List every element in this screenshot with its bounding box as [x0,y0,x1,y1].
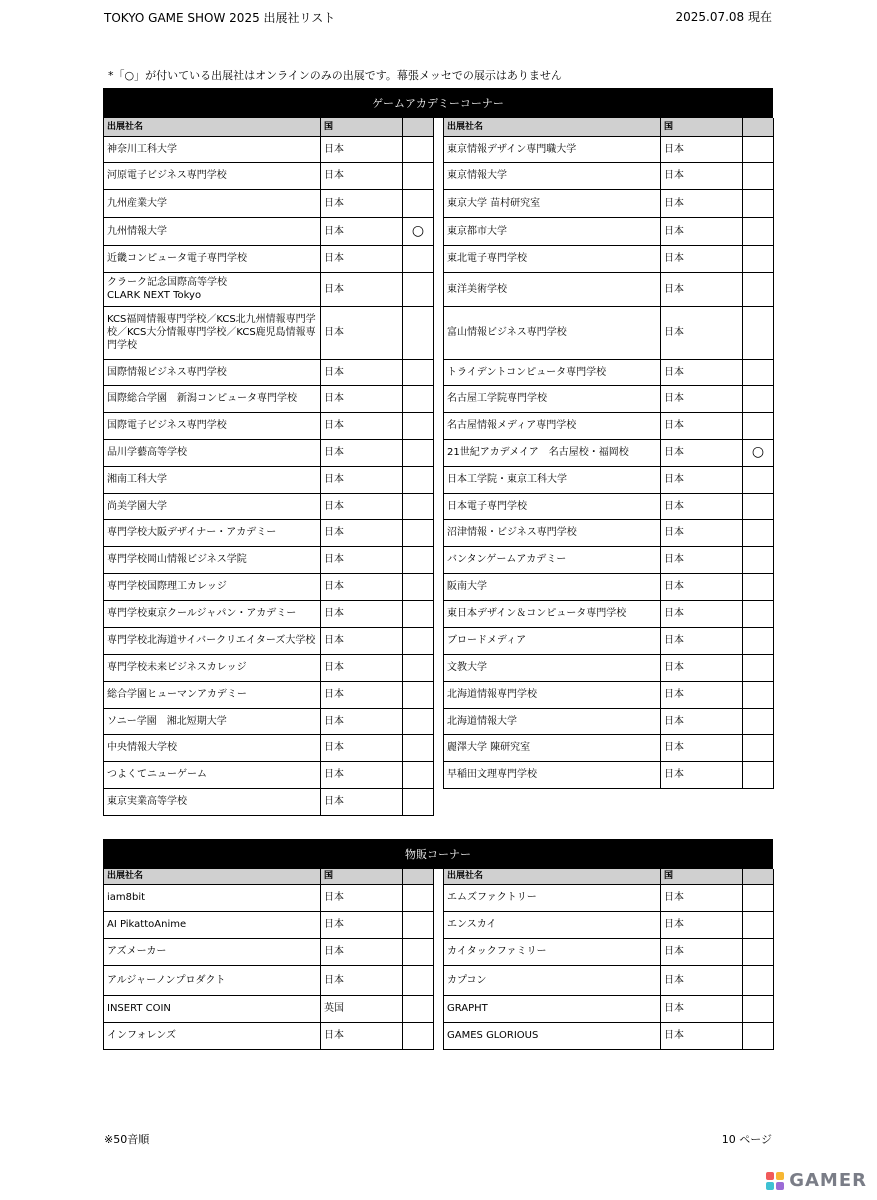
online-only-mark: ○ [403,217,434,245]
online-only-mark [403,385,434,412]
exhibitor-country: 日本 [661,272,743,306]
column-header-name: 出展社名 [104,118,321,136]
merch-table-left [103,869,434,1050]
online-only-mark [743,189,774,217]
online-only-mark [743,938,774,965]
table-row [444,466,774,493]
table-row [104,788,434,815]
exhibitor-name: 日本電子専門学校 [444,493,661,519]
online-only-mark [403,600,434,627]
exhibitor-name: 富山情報ビジネス専門学校 [444,306,661,359]
exhibitor-country: 日本 [661,654,743,681]
exhibitor-name: ブロードメディア [444,627,661,654]
exhibitor-country: 日本 [661,359,743,385]
table-row [104,439,434,466]
table-row [444,654,774,681]
exhibitor-country: 日本 [661,546,743,573]
exhibitor-name: 尚美学園大学 [104,493,321,519]
exhibitor-name: 専門学校国際理工カレッジ [104,573,321,600]
exhibitor-name: クラーク記念国際高等学校 CLARK NEXT Tokyo [104,272,321,306]
table-row [444,245,774,272]
online-only-mark [403,519,434,546]
exhibitor-name: エンスカイ [444,911,661,938]
exhibitor-name: GRAPHT [444,995,661,1022]
table-row [444,1022,774,1049]
online-only-mark [403,466,434,493]
table-row [104,884,434,911]
exhibitor-name: アルジャーノンプロダクト [104,965,321,995]
online-only-mark [743,217,774,245]
exhibitor-name: 21世紀アカデメイア 名古屋校・福岡校 [444,439,661,466]
table-row [104,519,434,546]
academy-section-title: ゲームアカデミーコーナー [103,88,773,118]
column-header-country: 国 [661,869,743,884]
table-row [104,995,434,1022]
online-only-mark [403,439,434,466]
table-row [444,627,774,654]
exhibitor-name: 東京大学 苗村研究室 [444,189,661,217]
table-row [444,965,774,995]
online-only-mark [403,573,434,600]
online-only-mark [403,546,434,573]
online-only-mark [743,546,774,573]
online-only-mark [403,272,434,306]
table-row [104,412,434,439]
exhibitor-name: つよくてニューゲーム [104,761,321,788]
online-only-mark [403,162,434,189]
table-row [104,272,434,306]
table-row [444,761,774,788]
exhibitor-name: 東京都市大学 [444,217,661,245]
exhibitor-country: 日本 [321,546,403,573]
online-only-mark [743,245,774,272]
online-note: *「○」が付いている出展社はオンラインのみの出展です。幕張メッセでの展示はありません [108,69,562,82]
table-row [104,965,434,995]
table-row [444,306,774,359]
column-header-country: 国 [321,869,403,884]
table-row [444,493,774,519]
exhibitor-country: 日本 [661,245,743,272]
exhibitor-name: 名古屋工学院専門学校 [444,385,661,412]
table-row [444,519,774,546]
exhibitor-country: 日本 [661,136,743,162]
online-only-mark: ○ [743,439,774,466]
exhibitor-country: 日本 [321,761,403,788]
table-row [104,245,434,272]
online-only-mark [743,627,774,654]
exhibitor-country: 日本 [661,627,743,654]
exhibitor-country: 日本 [661,600,743,627]
online-only-mark [743,493,774,519]
table-header-row [104,118,434,136]
document-title: TOKYO GAME SHOW 2025 出展社リスト [104,11,336,25]
table-row [104,1022,434,1049]
exhibitor-name: 北海道情報専門学校 [444,681,661,708]
online-only-mark [403,681,434,708]
table-row [104,493,434,519]
table-row [444,546,774,573]
table-row [444,272,774,306]
exhibitor-country: 日本 [321,965,403,995]
online-only-mark [403,708,434,734]
table-row [444,600,774,627]
exhibitor-country: 日本 [321,519,403,546]
exhibitor-name: 日本工学院・東京工科大学 [444,466,661,493]
exhibitor-name: 国際情報ビジネス専門学校 [104,359,321,385]
exhibitor-country: 日本 [661,493,743,519]
exhibitor-name: 神奈川工科大学 [104,136,321,162]
table-row [104,911,434,938]
online-only-mark [743,385,774,412]
table-row [444,136,774,162]
exhibitor-name: 東北電子専門学校 [444,245,661,272]
exhibitor-name: エムズファクトリー [444,884,661,911]
exhibitor-country: 日本 [661,965,743,995]
gamer-logo [765,1170,867,1191]
table-row [444,708,774,734]
exhibitor-country: 日本 [321,385,403,412]
online-only-mark [743,884,774,911]
exhibitor-country: 日本 [661,708,743,734]
column-header-name: 出展社名 [104,869,321,884]
exhibitor-name: 湘南工科大学 [104,466,321,493]
table-row [104,306,434,359]
exhibitor-name: 麗澤大学 陳研究室 [444,734,661,761]
online-only-mark [403,788,434,815]
online-only-mark [743,412,774,439]
table-row [104,189,434,217]
gamer-logo-icon [765,1171,785,1191]
table-row [444,911,774,938]
online-only-mark [743,306,774,359]
exhibitor-country: 日本 [661,734,743,761]
exhibitor-country: 日本 [321,938,403,965]
exhibitor-name: 専門学校北海道サイバークリエイターズ大学校 [104,627,321,654]
online-only-mark [403,359,434,385]
exhibitor-country: 日本 [661,189,743,217]
exhibitor-name: 中央情報大学校 [104,734,321,761]
exhibitor-country: 日本 [321,734,403,761]
table-header-row [444,118,774,136]
document-date: 2025.07.08 現在 [675,10,772,24]
exhibitor-name: 東洋美術学校 [444,272,661,306]
online-only-mark [743,359,774,385]
online-only-mark [743,995,774,1022]
gamer-logo-text: GAMER [789,1170,867,1191]
academy-table-right [443,118,774,789]
table-row [444,681,774,708]
online-only-mark [743,519,774,546]
exhibitor-country: 日本 [321,493,403,519]
exhibitor-name: 東京実業高等学校 [104,788,321,815]
exhibitor-country: 日本 [661,306,743,359]
table-row [444,359,774,385]
exhibitor-name: インフォレンズ [104,1022,321,1049]
table-row [444,189,774,217]
exhibitor-country: 日本 [321,217,403,245]
exhibitor-country: 日本 [661,681,743,708]
exhibitor-country: 日本 [321,788,403,815]
exhibitor-name: 国際電子ビジネス専門学校 [104,412,321,439]
exhibitor-country: 日本 [321,573,403,600]
table-row [444,995,774,1022]
exhibitor-country: 日本 [661,884,743,911]
column-header-online [403,869,434,884]
table-row [104,600,434,627]
exhibitor-name: 専門学校未来ビジネスカレッジ [104,654,321,681]
academy-table-left [103,118,434,816]
exhibitor-name: 専門学校大阪デザイナー・アカデミー [104,519,321,546]
exhibitor-name: 東日本デザイン＆コンピュータ専門学校 [444,600,661,627]
table-row [104,162,434,189]
exhibitor-country: 日本 [321,681,403,708]
exhibitor-country: 日本 [321,189,403,217]
online-only-mark [403,1022,434,1049]
exhibitor-name: iam8bit [104,884,321,911]
exhibitor-country: 英国 [321,995,403,1022]
exhibitor-name: カイタックファミリー [444,938,661,965]
exhibitor-country: 日本 [661,412,743,439]
sort-order-note: ※50音順 [104,1133,150,1146]
exhibitor-country: 日本 [661,385,743,412]
exhibitor-name: 品川学藝高等学校 [104,439,321,466]
online-only-mark [403,965,434,995]
exhibitor-name: 東京情報大学 [444,162,661,189]
online-only-mark [403,189,434,217]
exhibitor-country: 日本 [321,306,403,359]
table-row [104,938,434,965]
table-row [104,359,434,385]
online-only-mark [743,654,774,681]
exhibitor-country: 日本 [661,761,743,788]
online-only-mark [403,734,434,761]
exhibitor-name: 専門学校岡山情報ビジネス学院 [104,546,321,573]
table-row [104,385,434,412]
exhibitor-name: 北海道情報大学 [444,708,661,734]
online-only-mark [743,965,774,995]
online-only-mark [743,573,774,600]
page-number: 10 ページ [721,1133,772,1146]
column-header-country: 国 [661,118,743,136]
exhibitor-country: 日本 [321,600,403,627]
exhibitor-country: 日本 [661,911,743,938]
exhibitor-country: 日本 [321,272,403,306]
exhibitor-name: バンタンゲームアカデミー [444,546,661,573]
online-only-mark [743,466,774,493]
online-only-mark [743,136,774,162]
exhibitor-country: 日本 [321,1022,403,1049]
exhibitor-country: 日本 [661,217,743,245]
exhibitor-country: 日本 [661,519,743,546]
table-row [444,412,774,439]
exhibitor-name: INSERT COIN [104,995,321,1022]
table-row [444,217,774,245]
exhibitor-name: アズメーカー [104,938,321,965]
online-only-mark [743,708,774,734]
exhibitor-name: トライデントコンピュータ専門学校 [444,359,661,385]
table-row [104,136,434,162]
online-only-mark [403,306,434,359]
column-header-name: 出展社名 [444,869,661,884]
table-row [104,734,434,761]
exhibitor-name: 東京情報デザイン専門職大学 [444,136,661,162]
exhibitor-country: 日本 [321,654,403,681]
online-only-mark [403,761,434,788]
exhibitor-name: 国際総合学園 新潟コンピュータ専門学校 [104,385,321,412]
exhibitor-country: 日本 [321,412,403,439]
exhibitor-country: 日本 [321,439,403,466]
exhibitor-name: 九州産業大学 [104,189,321,217]
online-only-mark [403,654,434,681]
table-row [104,681,434,708]
table-row [444,439,774,466]
online-only-mark [403,938,434,965]
online-only-mark [403,995,434,1022]
table-row [444,884,774,911]
online-only-mark [403,493,434,519]
online-only-mark [743,911,774,938]
exhibitor-country: 日本 [661,162,743,189]
online-only-mark [743,272,774,306]
column-header-online [743,118,774,136]
online-only-mark [743,761,774,788]
column-header-country: 国 [321,118,403,136]
exhibitor-name: 阪南大学 [444,573,661,600]
column-header-online [403,118,434,136]
online-only-mark [743,734,774,761]
exhibitor-country: 日本 [661,466,743,493]
table-row [104,654,434,681]
table-row [104,217,434,245]
online-only-mark [403,884,434,911]
exhibitor-country: 日本 [321,359,403,385]
exhibitor-name: 早稲田文理専門学校 [444,761,661,788]
exhibitor-country: 日本 [321,911,403,938]
online-only-mark [743,1022,774,1049]
exhibitor-name: 沼津情報・ビジネス専門学校 [444,519,661,546]
column-header-name: 出展社名 [444,118,661,136]
table-row [444,573,774,600]
exhibitor-name: 近畿コンピュータ電子専門学校 [104,245,321,272]
table-row [104,546,434,573]
exhibitor-name: 九州情報大学 [104,217,321,245]
table-row [104,708,434,734]
exhibitor-name: 総合学園ヒューマンアカデミー [104,681,321,708]
exhibitor-name: 河原電子ビジネス専門学校 [104,162,321,189]
table-row [444,938,774,965]
online-only-mark [403,136,434,162]
table-row [104,761,434,788]
exhibitor-country: 日本 [661,439,743,466]
exhibitor-country: 日本 [321,136,403,162]
exhibitor-country: 日本 [321,466,403,493]
exhibitor-name: GAMES GLORIOUS [444,1022,661,1049]
online-only-mark [403,245,434,272]
table-row [444,385,774,412]
exhibitor-country: 日本 [321,627,403,654]
merch-table-right [443,869,774,1050]
online-only-mark [403,911,434,938]
table-row [444,734,774,761]
exhibitor-country: 日本 [321,708,403,734]
column-header-online [743,869,774,884]
exhibitor-name: KCS福岡情報専門学校／KCS北九州情報専門学校／KCS大分情報専門学校／KCS鹿児島情報専門学校 [104,306,321,359]
online-only-mark [403,627,434,654]
table-header-row [104,869,434,884]
table-header-row [444,869,774,884]
exhibitor-country: 日本 [661,573,743,600]
exhibitor-name: ソニー学園 湘北短期大学 [104,708,321,734]
online-only-mark [743,162,774,189]
exhibitor-country: 日本 [321,162,403,189]
exhibitor-country: 日本 [321,884,403,911]
exhibitor-country: 日本 [661,938,743,965]
table-row [104,627,434,654]
online-only-mark [403,412,434,439]
online-only-mark [743,600,774,627]
online-only-mark [743,681,774,708]
table-row [104,466,434,493]
exhibitor-country: 日本 [661,1022,743,1049]
exhibitor-name: AI PikattoAnime [104,911,321,938]
exhibitor-name: 文教大学 [444,654,661,681]
exhibitor-name: 名古屋情報メディア専門学校 [444,412,661,439]
exhibitor-name: カプコン [444,965,661,995]
exhibitor-country: 日本 [661,995,743,1022]
table-row [104,573,434,600]
exhibitor-country: 日本 [321,245,403,272]
merch-section-title: 物販コーナー [103,839,773,869]
table-row [444,162,774,189]
exhibitor-name: 専門学校東京クールジャパン・アカデミー [104,600,321,627]
